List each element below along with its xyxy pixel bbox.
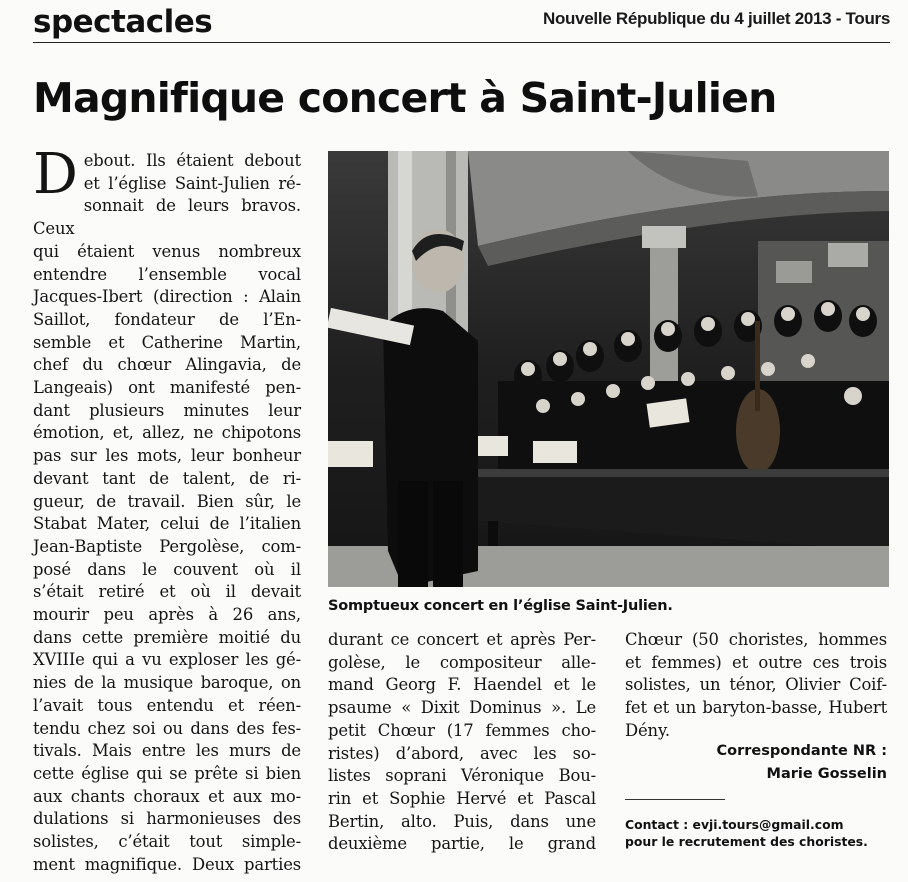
text-line: chef du chœur Alingavia, de [33,355,301,375]
author-name: Marie Gosselin [766,766,887,782]
text-line: psaume « Dixit Dominus ». Le [328,698,596,718]
concert-photo [328,151,889,587]
text-line: pas sur les mots, leur bonheur [33,446,301,466]
text-line: l’avait tous entendu et réen- [33,695,301,715]
publication-source: Nouvelle République du 4 juillet 2013 - Tours [542,9,890,28]
text-line: Bertin, alto. Puis, dans une [328,811,596,831]
text-line: s’était retiré et où il devait [33,582,301,602]
text-line: deuxième partie, le grand [328,834,596,854]
text-line: ment magnifique. Deux parties [33,854,301,874]
contact-purpose-line: pour le recrutement des choristes. [625,834,868,849]
text-line: émotion, et, allez, ne chipotons [33,423,301,443]
text-line: nies de la musique baroque, on [33,673,301,693]
text-line: tivals. Mais entre les murs de [33,741,301,761]
text-line: tendu chez soi ou dans des fes- [33,718,301,738]
text-line: petit Chœur (17 femmes cho- [328,720,596,740]
text-line: et l’église Saint-Julien ré- [83,173,301,193]
article-column-3 [625,629,887,743]
text-line: solistes, un ténor, Olivier Coif- [625,675,887,695]
text-line: ebout. Ils étaient debout [83,151,301,170]
text-line: ristes) d’abord, avec les so- [328,743,596,763]
text-line: aux chants choraux et aux mo- [33,786,301,806]
text-line: semble et Catherine Martin, [33,332,301,352]
text-line: posé dans le couvent où il [33,559,301,579]
article-column-2 [328,629,596,856]
contact-email-line: Contact : evji.tours@gmail.com [625,817,844,832]
contact-rule [625,799,725,800]
text-line: mand Georg F. Haendel et le [328,675,596,695]
header-rule [33,42,890,43]
text-line: Chœur (50 choristes, hommes [625,630,887,649]
text-line: qui étaient venus nombreux [33,241,301,261]
text-line: listes soprani Véronique Bou- [328,766,596,786]
text-line: Jacques-Ibert (direction : Alain [33,287,301,307]
text-line: mourir peu après à 26 ans, [33,605,301,625]
text-line: entendre l’ensemble vocal [33,264,301,284]
text-line: dans cette première moitié du [33,627,301,647]
text-line: durant ce concert et après Per- [328,630,596,649]
text-line: golèse, le compositeur alle- [328,652,596,672]
column-3-text [625,629,887,743]
text-line: dant plusieurs minutes leur [33,400,301,420]
contact-box [625,816,868,850]
column-1-text [33,142,301,877]
text-line: sonnait de leurs bravos. Ceux [33,196,301,239]
article-column-1 [33,142,301,877]
text-line: rin et Sophie Hervé et Pascal [328,788,596,808]
author-role: Correspondante NR : [716,743,887,759]
section-label: spectacles [33,4,213,40]
article-title: Magnifique concert à Saint-Julien [33,74,777,122]
text-line: fet et un baryton-basse, Hubert [625,698,887,718]
text-line: XVIIIe qui a vu exploser les gé- [33,650,301,670]
text-line: Jean-Baptiste Pergolèse, com- [33,536,301,556]
concert-photo-image [328,151,889,587]
text-line: gueur, de travail. Bien sûr, le [33,491,301,511]
text-line: Stabat Mater, celui de l’italien [33,514,301,534]
text-line: et femmes) et outre ces trois [625,652,887,672]
text-line: dulations si harmonieuses des [33,809,301,829]
photo-caption: Somptueux concert en l’église Saint-Julien. [328,598,673,614]
drop-cap: D [33,142,78,207]
text-line: Saillot, fondateur de l’En- [33,309,301,329]
text-line: Dény. [625,720,670,740]
text-line: Langeais) ont manifesté pen- [33,378,301,398]
text-line: devant tant de talent, de ri- [33,468,301,488]
text-line: cette église qui se prête si bien [33,763,301,783]
text-line: solistes, c’était tout simple- [33,832,301,852]
